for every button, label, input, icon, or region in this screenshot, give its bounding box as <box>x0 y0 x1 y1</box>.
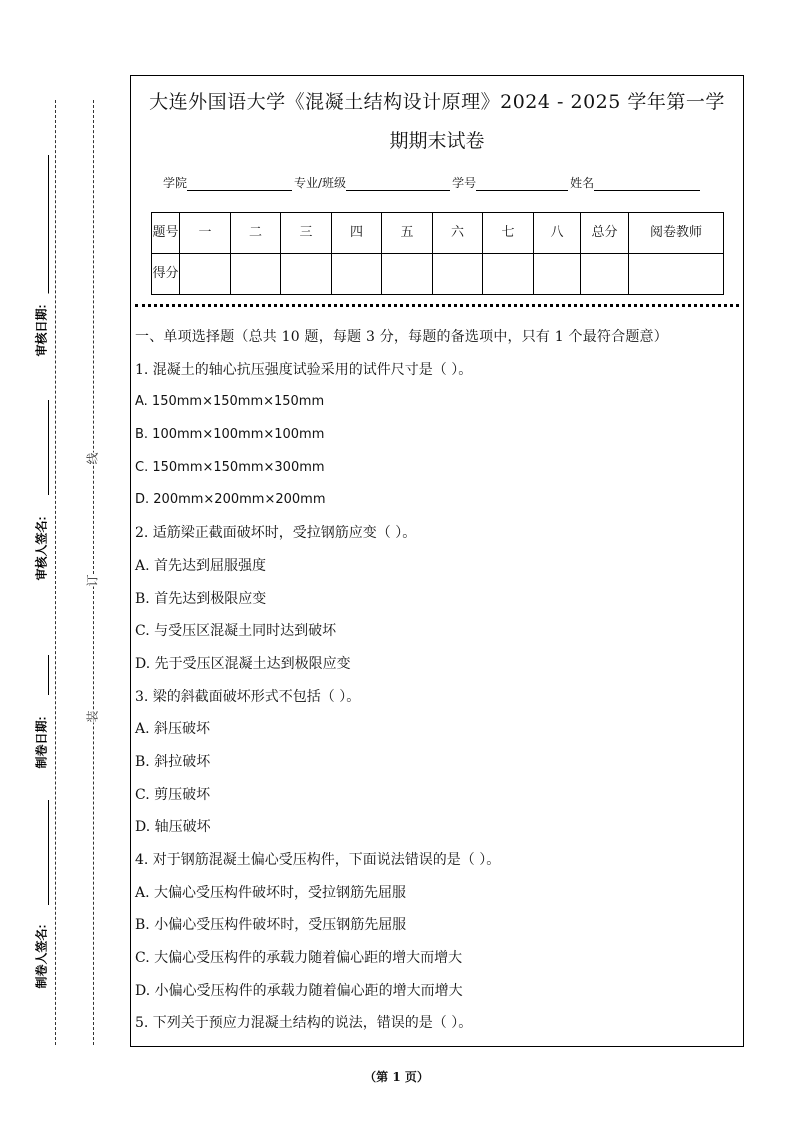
field-blank-major[interactable] <box>346 178 450 191</box>
question-stem: 5. 下列关于预应力混凝土结构的说法，错误的是（ ）。 <box>135 1015 473 1032</box>
option-item: D. 200mm×200mm×200mm <box>135 492 326 508</box>
question-stem: 2. 适筋梁正截面破坏时，受拉钢筋应变（ ）。 <box>135 525 417 542</box>
option-item: B. 斜拉破坏 <box>135 753 211 770</box>
reviewer-sign-label: 审核人签名: <box>33 506 50 592</box>
option-item: D. 先于受压区混凝土达到极限应变 <box>135 655 351 672</box>
option-item: A. 斜压破坏 <box>135 721 211 738</box>
page-number: （第 1 页） <box>364 1070 429 1084</box>
question-content <box>135 321 743 1040</box>
option-item: B. 小偏心受压构件破坏时，受压钢筋先屈服 <box>135 917 407 934</box>
option-item: C. 剪压破坏 <box>135 786 211 803</box>
option-item: D. 轴压破坏 <box>135 819 211 836</box>
score-cell[interactable] <box>332 254 382 295</box>
field-blank-id[interactable] <box>476 178 568 191</box>
score-col-3: 三 <box>281 213 332 254</box>
field-blank-college[interactable] <box>187 178 292 191</box>
score-cell[interactable] <box>581 254 629 295</box>
reviewer-date-line <box>48 155 49 295</box>
score-cell[interactable] <box>231 254 281 295</box>
score-cell[interactable] <box>433 254 483 295</box>
maker-date-label: 制卷日期: <box>33 706 50 780</box>
maker-date-line <box>48 655 49 695</box>
margin-char-bind: 订 <box>82 574 103 586</box>
score-col-5: 五 <box>382 213 433 254</box>
option-item: A. 大偏心受压构件破坏时，受拉钢筋先屈服 <box>135 884 407 901</box>
score-col-8: 八 <box>534 213 581 254</box>
margin-char-line: 线 <box>82 452 103 464</box>
score-cell[interactable] <box>483 254 534 295</box>
option-item: B. 首先达到极限应变 <box>135 590 267 607</box>
score-cell[interactable] <box>629 254 724 295</box>
score-col-total: 总分 <box>581 213 629 254</box>
score-col-6: 六 <box>433 213 483 254</box>
dotted-separator <box>135 304 739 307</box>
student-info-row <box>163 174 743 191</box>
field-label-major: 专业/班级 <box>294 176 347 190</box>
field-blank-name[interactable] <box>594 178 700 191</box>
maker-sign-line <box>48 800 49 905</box>
score-head-score: 得分 <box>152 254 180 295</box>
maker-sign-label: 制卷人签名: <box>33 914 50 1000</box>
exam-title: 大连外国语大学《混凝土结构设计原理》2024 - 2025 学年第一学 <box>149 91 725 113</box>
option-item: C. 150mm×150mm×300mm <box>135 459 325 475</box>
binding-dashed-line-outer <box>55 100 56 1045</box>
option-item: B. 100mm×100mm×100mm <box>135 427 325 443</box>
score-col-4: 四 <box>332 213 382 254</box>
section-heading: 一、单项选择题（总共 10 题，每题 3 分，每题的备选项中，只有 1 个最符合题意） <box>135 329 668 345</box>
question-stem: 4. 对于钢筋混凝土偏心受压构件，下面说法错误的是（ ）。 <box>135 852 501 868</box>
score-col-2: 二 <box>231 213 281 254</box>
option-item: D. 小偏心受压构件的承载力随着偏心距的增大而增大 <box>135 982 463 999</box>
score-cell[interactable] <box>382 254 433 295</box>
field-label-name: 姓名 <box>570 176 595 190</box>
field-label-college: 学院 <box>163 176 188 190</box>
option-item: C. 大偏心受压构件的承载力随着偏心距的增大而增大 <box>135 950 463 967</box>
exam-frame <box>130 75 744 1047</box>
score-table-header-row <box>152 213 724 254</box>
reviewer-sign-line <box>48 400 49 495</box>
option-item: A. 首先达到屈服强度 <box>135 557 267 574</box>
score-cell[interactable] <box>180 254 231 295</box>
question-stem: 3. 梁的斜截面破坏形式不包括（ ）。 <box>135 688 361 705</box>
score-col-7: 七 <box>483 213 534 254</box>
question-stem: 1. 混凝土的轴心抗压强度试验采用的试件尺寸是（ ）。 <box>135 361 473 378</box>
reviewer-date-label: 审核日期: <box>33 294 50 368</box>
option-item: C. 与受压区混凝土同时达到破坏 <box>135 623 337 640</box>
score-cell[interactable] <box>534 254 581 295</box>
field-label-id: 学号 <box>452 176 477 190</box>
score-col-grader: 阅卷教师 <box>629 213 724 254</box>
score-table <box>151 212 724 295</box>
binding-dashed-line-inner <box>93 100 94 1045</box>
option-item: A. 150mm×150mm×150mm <box>135 394 325 410</box>
exam-subtitle: 期期末试卷 <box>389 130 485 152</box>
score-head-question: 题号 <box>152 213 180 254</box>
score-table-score-row <box>152 254 724 295</box>
score-cell[interactable] <box>281 254 332 295</box>
score-col-1: 一 <box>180 213 231 254</box>
margin-char-fold: 装 <box>82 710 103 722</box>
